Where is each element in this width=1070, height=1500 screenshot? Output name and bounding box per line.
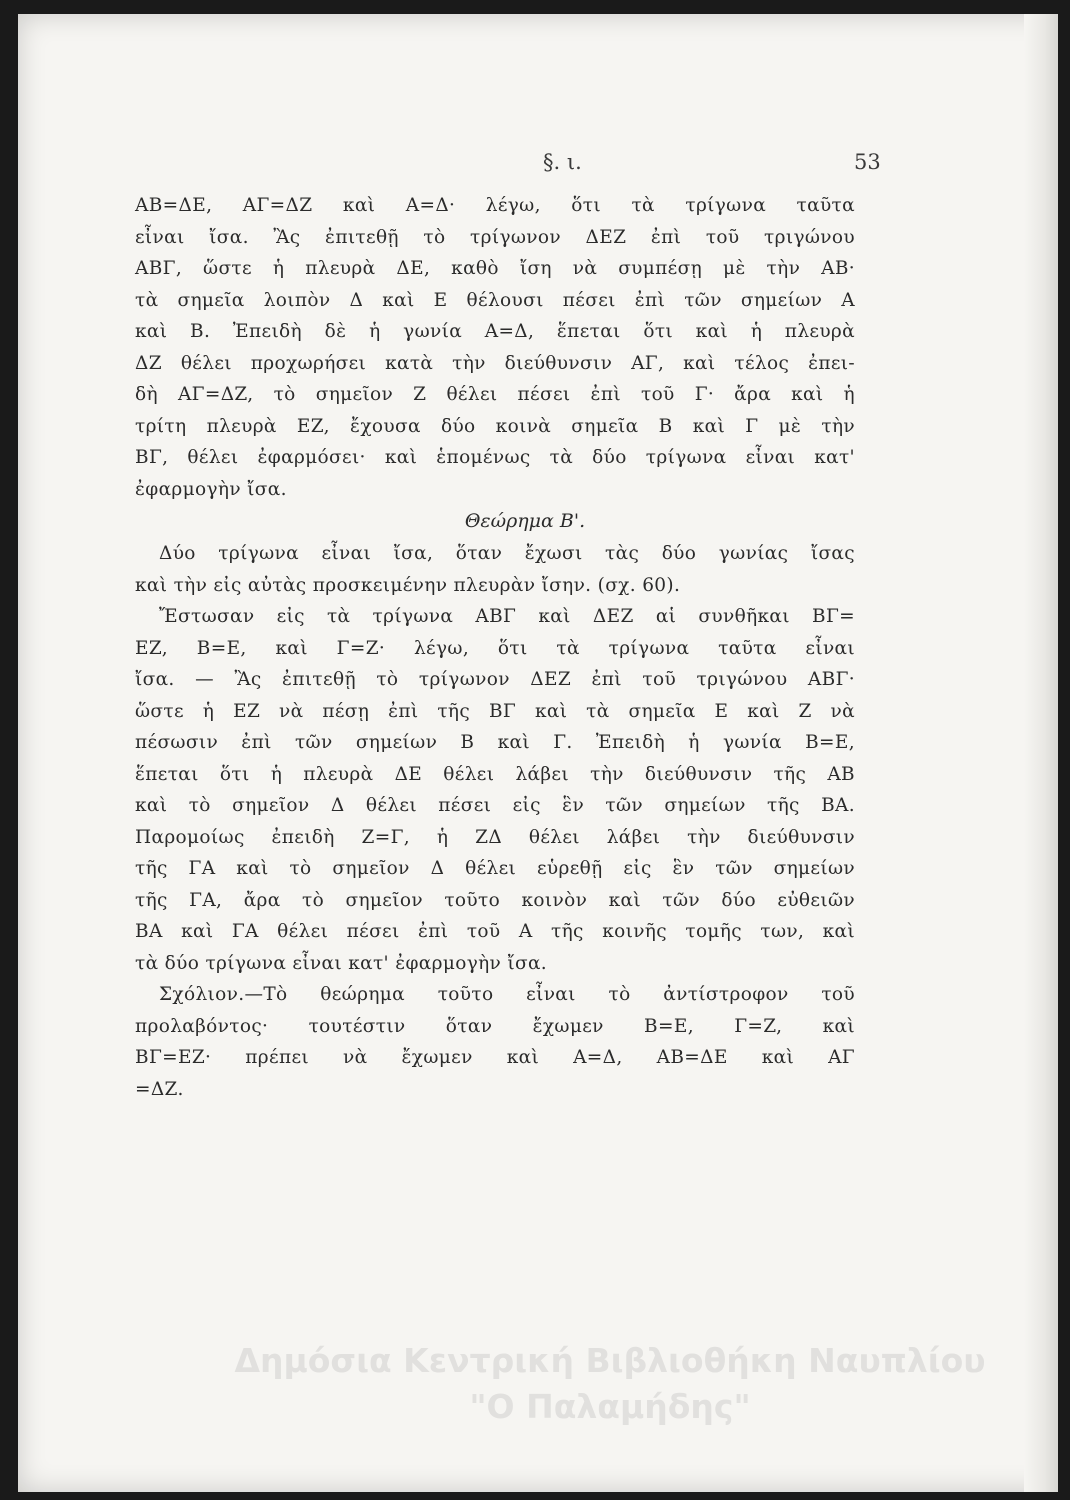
text-line: Σχόλιον.—Τὸ θεώρημα τοῦτο εἶναι τὸ ἀντίστροφον τοῦ xyxy=(159,984,855,1005)
text-line: δὴ AΓ=ΔZ, τὸ σημεῖον Z θέλει πέσει ἐπὶ τοῦ Γ· ἄρα καὶ ἡ xyxy=(135,384,855,405)
text-line: BΓ, θέλει ἐφαρμόσει· καὶ ἑπομένως τὰ δύο τρίγωνα εἶναι κατ' xyxy=(135,447,855,468)
section-mark: §. ι. xyxy=(543,150,582,174)
text-line: καὶ τὴν εἰς αὐτὰς προσκειμένην πλευρὰν ἴσην. (σχ. 60). xyxy=(135,574,681,596)
text-line: Ἔστωσαν εἰς τὰ τρίγωνα ABΓ καὶ ΔEZ αἱ συνθῆκαι BΓ= xyxy=(159,606,855,627)
text-line: Παρομοίως ἐπειδὴ Z=Γ, ἡ ZΔ θέλει λάβει τὴν διεύθυνσιν xyxy=(135,826,855,848)
text-line: =ΔZ. xyxy=(135,1078,184,1100)
theorem-title: Θεώρημα Β'. xyxy=(464,510,586,532)
text-line: ἐφαρμογὴν ἴσα. xyxy=(135,478,287,500)
text-line: τῆς ΓA καὶ τὸ σημεῖον Δ θέλει εὑρεθῇ εἰς ἓν τῶν σημείων xyxy=(135,858,855,879)
text-line: ἕπεται ὅτι ἡ πλευρὰ ΔE θέλει λάβει τὴν διεύθυνσιν τῆς AB xyxy=(135,763,855,785)
text-line: ΔZ θέλει προχωρήσει κατὰ τὴν διεύθυνσιν AΓ, καὶ τέλος ἐπει- xyxy=(135,352,855,374)
text-line: AB=ΔE, AΓ=ΔZ καὶ A=Δ· λέγω, ὅτι τὰ τρίγωνα ταῦτα xyxy=(135,195,855,216)
library-watermark xyxy=(210,1338,1010,1430)
text-line: ἴσα. — Ἂς ἐπιτεθῇ τὸ τρίγωνον ΔEZ ἐπὶ τοῦ τριγώνου ABΓ· xyxy=(135,669,855,690)
text-line: Δύο τρίγωνα εἶναι ἴσα, ὅταν ἔχωσι τὰς δύο γωνίας ἴσας xyxy=(159,543,855,564)
text-line: BA καὶ ΓA θέλει πέσει ἐπὶ τοῦ A τῆς κοινῆς τομῆς των, καὶ xyxy=(135,921,855,942)
book-page xyxy=(18,14,1058,1492)
watermark-line-1: Δημόσια Κεντρική Βιβλιοθήκη Ναυπλίου xyxy=(234,1341,986,1380)
text-line: πέσωσιν ἐπὶ τῶν σημείων B καὶ Γ. Ἐπειδὴ ἡ γωνία B=E, xyxy=(135,732,855,753)
page-header xyxy=(18,150,1058,180)
watermark-line-2: "Ο Παλαμήδης" xyxy=(469,1387,751,1426)
text-line: καὶ τὸ σημεῖον Δ θέλει πέσει εἰς ἓν τῶν σημείων τῆς BA. xyxy=(135,795,855,816)
text-line: τῆς ΓA, ἄρα τὸ σημεῖον τοῦτο κοινὸν καὶ τῶν δύο εὐθειῶν xyxy=(135,889,855,911)
text-line: ABΓ, ὥστε ἡ πλευρὰ ΔE, καθὸ ἴση νὰ συμπέσῃ μὲ τὴν AB· xyxy=(135,258,855,279)
text-line: καὶ B. Ἐπειδὴ δὲ ἡ γωνία A=Δ, ἕπεται ὅτι καὶ ἡ πλευρὰ xyxy=(135,321,855,342)
text-line: εἶναι ἴσα. Ἂς ἐπιτεθῇ τὸ τρίγωνον ΔEZ ἐπὶ τοῦ τριγώνου xyxy=(135,226,855,248)
text-line: EZ, B=E, καὶ Γ=Z· λέγω, ὅτι τὰ τρίγωνα ταῦτα εἶναι xyxy=(135,637,855,659)
page-edge xyxy=(1024,14,1058,1492)
text-line: προλαβόντος· τουτέστιν ὅταν ἔχωμεν B=E, Γ=Z, καὶ xyxy=(135,1015,855,1037)
text-line: τὰ σημεῖα λοιπὸν Δ καὶ E θέλουσι πέσει ἐπὶ τῶν σημείων A xyxy=(135,289,855,311)
text-line: BΓ=EZ· πρέπει νὰ ἔχωμεν καὶ A=Δ, AB=ΔE καὶ AΓ xyxy=(135,1047,855,1068)
text-line: τὰ δύο τρίγωνα εἶναι κατ' ἐφαρμογὴν ἴσα. xyxy=(135,952,548,974)
page-body xyxy=(135,190,855,1105)
text-line: ὥστε ἡ EZ νὰ πέσῃ ἐπὶ τῆς BΓ καὶ τὰ σημεῖα E καὶ Z νὰ xyxy=(135,700,855,722)
page-number: 53 xyxy=(854,150,881,174)
text-line: τρίτη πλευρὰ EZ, ἔχουσα δύο κοινὰ σημεῖα B καὶ Γ μὲ τὴν xyxy=(135,415,855,437)
